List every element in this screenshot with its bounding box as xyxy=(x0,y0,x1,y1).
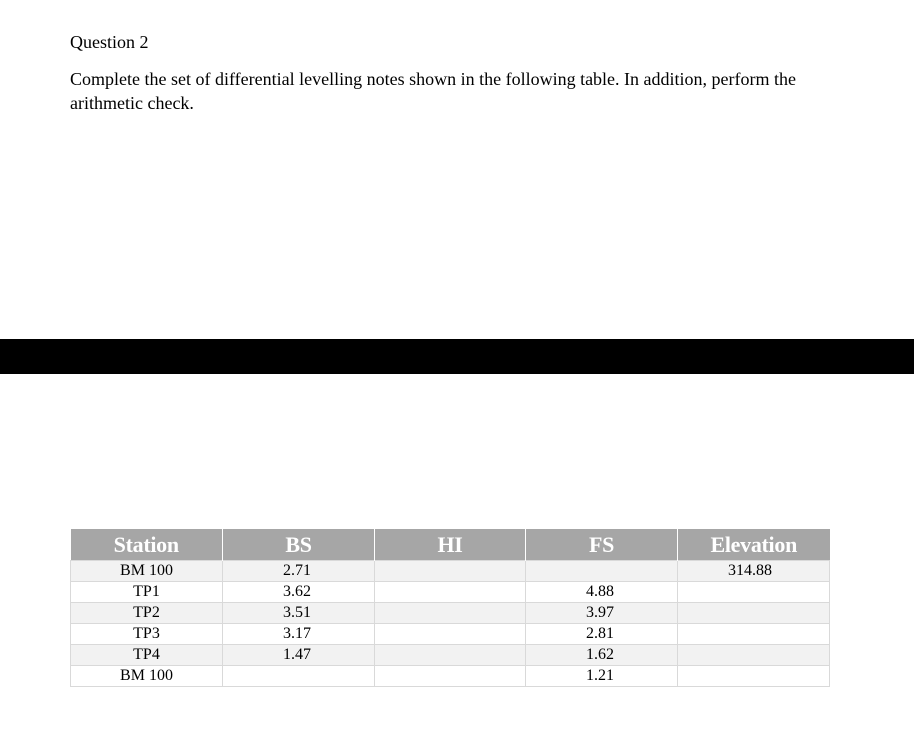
station-cell: TP3 xyxy=(71,624,223,645)
fs-cell: 1.62 xyxy=(526,645,678,666)
header-hi: HI xyxy=(375,529,526,561)
station-cell: TP4 xyxy=(71,645,223,666)
fs-cell: 1.21 xyxy=(526,666,678,687)
station-cell: BM 100 xyxy=(71,561,223,582)
fs-cell xyxy=(526,561,678,582)
elevation-cell xyxy=(678,645,830,666)
question-text: Complete the set of differential levelling notes shown in the following table. In addition, perform the arithmetic check. xyxy=(70,69,796,113)
table-row xyxy=(71,603,830,624)
table-row xyxy=(71,645,830,666)
fs-cell: 2.81 xyxy=(526,624,678,645)
hi-cell xyxy=(375,582,526,603)
hi-cell xyxy=(375,645,526,666)
bs-cell: 3.17 xyxy=(223,624,375,645)
header-station: Station xyxy=(71,529,223,561)
table-row xyxy=(71,561,830,582)
fs-cell: 3.97 xyxy=(526,603,678,624)
elevation-cell xyxy=(678,603,830,624)
bs-cell: 3.51 xyxy=(223,603,375,624)
elevation-cell xyxy=(678,624,830,645)
table-header-row xyxy=(71,529,830,561)
fs-cell: 4.88 xyxy=(526,582,678,603)
elevation-cell: 314.88 xyxy=(678,561,830,582)
table-row xyxy=(71,666,830,687)
hi-cell xyxy=(375,666,526,687)
hi-cell xyxy=(375,624,526,645)
bs-cell: 2.71 xyxy=(223,561,375,582)
table-row xyxy=(71,624,830,645)
hi-cell xyxy=(375,603,526,624)
bs-cell: 3.62 xyxy=(223,582,375,603)
redaction-bar xyxy=(0,339,914,374)
bs-cell xyxy=(223,666,375,687)
bs-cell: 1.47 xyxy=(223,645,375,666)
question-title: Question 2 xyxy=(70,32,149,52)
station-cell: TP2 xyxy=(71,603,223,624)
hi-cell xyxy=(375,561,526,582)
levelling-notes-table xyxy=(70,529,830,687)
header-elevation: Elevation xyxy=(678,529,830,561)
header-fs: FS xyxy=(526,529,678,561)
elevation-cell xyxy=(678,666,830,687)
table-row xyxy=(71,582,830,603)
station-cell: BM 100 xyxy=(71,666,223,687)
station-cell: TP1 xyxy=(71,582,223,603)
header-bs: BS xyxy=(223,529,375,561)
elevation-cell xyxy=(678,582,830,603)
